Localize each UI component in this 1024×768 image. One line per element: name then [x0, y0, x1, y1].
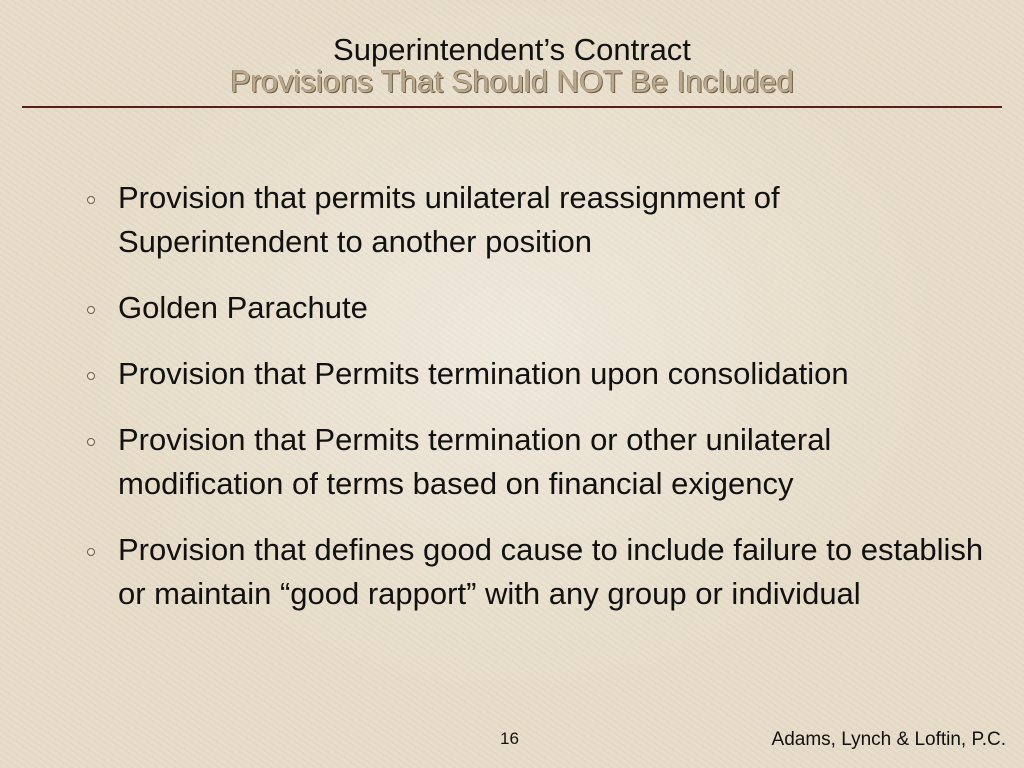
bullet-dot-icon — [87, 548, 95, 556]
bullet-dot-icon — [87, 306, 95, 314]
slide-title: Superintendent’s Contract — [333, 32, 691, 67]
bullet-item — [118, 352, 998, 396]
bullet-list — [0, 176, 1024, 638]
bullet-dot-icon — [87, 438, 95, 446]
bullet-text: Provision that defines good cause to include failure to establish or maintain “good rapport” with any group or individual — [118, 532, 984, 611]
bullet-text: Provision that Permits termination upon consolidation — [118, 356, 849, 391]
bullet-item — [118, 418, 998, 506]
bullet-text: Golden Parachute — [118, 290, 368, 325]
title-divider — [22, 106, 1002, 108]
bullet-text: Provision that Permits termination or other unilateral modification of terms based on financial exigency — [118, 422, 832, 501]
bullet-item — [118, 176, 998, 264]
slide-subtitle: Provisions That Should NOT Be Included — [229, 64, 795, 99]
bullet-item — [118, 528, 998, 616]
footer-text: Adams, Lynch & Loftin, P.C. — [771, 729, 1006, 750]
page-number: 16 — [500, 729, 519, 748]
bullet-text: Provision that permits unilateral reassignment of Superintendent to another position — [118, 180, 780, 259]
bullet-dot-icon — [87, 372, 95, 380]
bullet-dot-icon — [87, 196, 95, 204]
bullet-item — [118, 286, 998, 330]
